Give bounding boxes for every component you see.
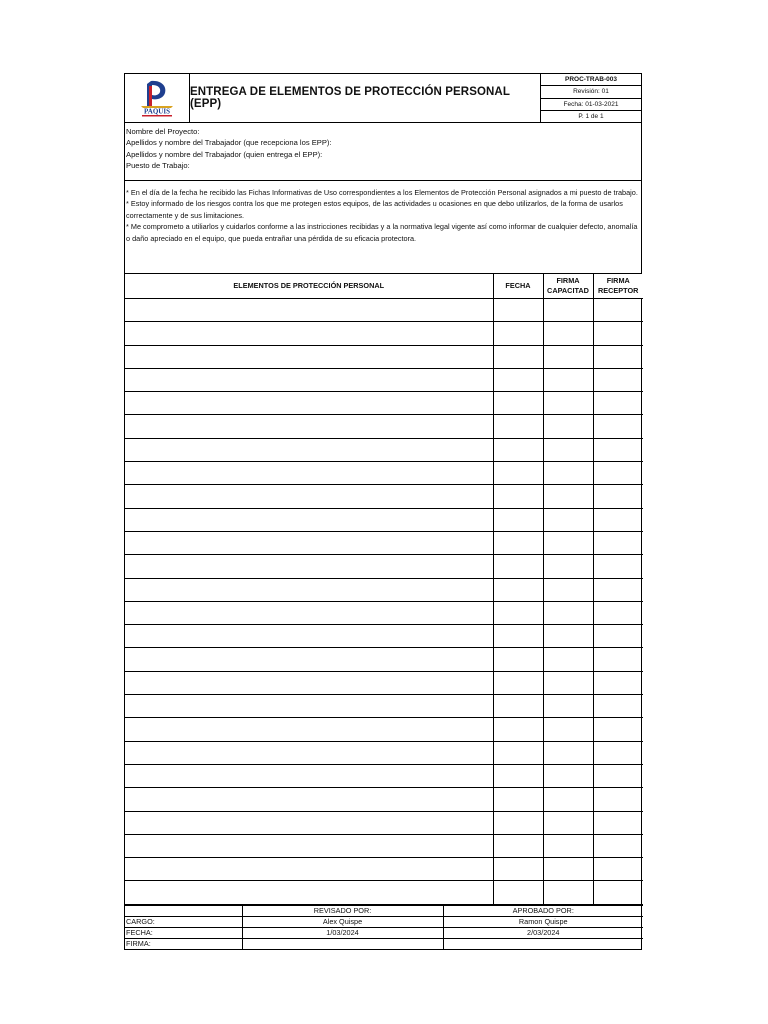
fecha-cell[interactable] [493, 648, 543, 671]
table-row [125, 881, 643, 904]
firma-capacitad-cell[interactable] [543, 881, 593, 904]
table-row [125, 345, 643, 368]
fecha-cell[interactable] [493, 299, 543, 322]
table-row [125, 741, 643, 764]
paquis-logo-icon [131, 78, 183, 118]
firma-receptor-cell[interactable] [593, 438, 643, 461]
column-header-firma-receptor: FIRMA RECEPTOR [593, 274, 643, 299]
firma-receptor-cell[interactable] [593, 811, 643, 834]
approved-by-label: APROBADO POR: [443, 905, 643, 916]
fecha-cell[interactable] [493, 555, 543, 578]
column-header-fecha: FECHA [493, 274, 543, 299]
firma-receptor-cell[interactable] [593, 741, 643, 764]
fecha-cell[interactable] [493, 322, 543, 345]
table-row [125, 834, 643, 857]
fecha-label: FECHA: [125, 927, 242, 938]
firma-capacitad-cell[interactable] [543, 671, 593, 694]
firma-capacitad-cell[interactable] [543, 345, 593, 368]
reviewer-name: Alex Quispe [242, 916, 443, 927]
firma-capacitad-cell[interactable] [543, 741, 593, 764]
element-cell[interactable] [125, 299, 493, 322]
firma-capacitad-cell[interactable] [543, 834, 593, 857]
firma-capacitad-cell[interactable] [543, 648, 593, 671]
table-row [125, 438, 643, 461]
firma-capacitad-cell[interactable] [543, 788, 593, 811]
approver-signature-cell[interactable] [443, 938, 643, 949]
firma-capacitad-cell[interactable] [543, 555, 593, 578]
note-3: * Me comprometo a utiliarlos y cuidarlos conforme a las instricciones recibidas y a la normativa legal vigente así como informar de cualquier defecto, anomalía o daño apreciado en el equipo, que pueda entrañar una pérdida de su eficacia protectora. [126, 222, 638, 243]
epp-table [125, 274, 643, 905]
table-row [125, 415, 643, 438]
firma-capacitad-cell[interactable] [543, 531, 593, 554]
fecha-cell[interactable] [493, 578, 543, 601]
logo-text: PAQUIS [144, 107, 170, 116]
table-row [125, 671, 643, 694]
element-cell[interactable] [125, 741, 493, 764]
epp-table-body [125, 299, 643, 905]
firma-capacitad-cell[interactable] [543, 601, 593, 624]
firma-capacitad-cell[interactable] [543, 718, 593, 741]
element-cell[interactable] [125, 531, 493, 554]
fecha-cell[interactable] [493, 695, 543, 718]
fecha-cell[interactable] [493, 718, 543, 741]
approval-footer [125, 905, 643, 949]
table-row [125, 811, 643, 834]
table-row [125, 392, 643, 415]
firma-receptor-cell[interactable] [593, 322, 643, 345]
firma-receptor-cell[interactable] [593, 648, 643, 671]
firma-receptor-cell[interactable] [593, 508, 643, 531]
table-row [125, 695, 643, 718]
firma-capacitad-cell[interactable] [543, 695, 593, 718]
element-cell[interactable] [125, 368, 493, 391]
fecha-cell[interactable] [493, 415, 543, 438]
element-cell[interactable] [125, 788, 493, 811]
firma-capacitad-cell[interactable] [543, 438, 593, 461]
firma-capacitad-cell[interactable] [543, 322, 593, 345]
fecha-cell[interactable] [493, 625, 543, 648]
receiving-worker-label: Apellidos y nombre del Trabajador (que recepciona los EPP): [126, 138, 332, 148]
approval-date: 2/03/2024 [443, 927, 643, 938]
firma-capacitad-cell[interactable] [543, 764, 593, 787]
table-row [125, 601, 643, 624]
element-cell[interactable] [125, 834, 493, 857]
firma-receptor-cell[interactable] [593, 625, 643, 648]
firma-receptor-cell[interactable] [593, 578, 643, 601]
firma-capacitad-cell[interactable] [543, 368, 593, 391]
declaration-notes [125, 181, 641, 274]
element-cell[interactable] [125, 322, 493, 345]
form-header [125, 74, 641, 123]
element-cell[interactable] [125, 718, 493, 741]
fecha-cell[interactable] [493, 438, 543, 461]
reviewed-by-label: REVISADO POR: [242, 905, 443, 916]
fecha-cell[interactable] [493, 881, 543, 904]
fecha-cell[interactable] [493, 788, 543, 811]
element-cell[interactable] [125, 695, 493, 718]
firma-receptor-cell[interactable] [593, 368, 643, 391]
document-revision: Revisión: 01 [541, 86, 641, 98]
firma-receptor-cell[interactable] [593, 485, 643, 508]
table-row [125, 625, 643, 648]
firma-receptor-cell[interactable] [593, 834, 643, 857]
element-cell[interactable] [125, 438, 493, 461]
firma-receptor-cell[interactable] [593, 695, 643, 718]
firma-receptor-cell[interactable] [593, 788, 643, 811]
element-cell[interactable] [125, 578, 493, 601]
firma-capacitad-cell[interactable] [543, 392, 593, 415]
firma-receptor-cell[interactable] [593, 555, 643, 578]
fecha-cell[interactable] [493, 531, 543, 554]
table-row [125, 531, 643, 554]
element-cell[interactable] [125, 392, 493, 415]
job-position-label: Puesto de Trabajo: [126, 161, 190, 171]
epp-table-header [125, 274, 643, 299]
table-row [125, 485, 643, 508]
firma-receptor-cell[interactable] [593, 858, 643, 881]
firma-receptor-cell[interactable] [593, 462, 643, 485]
project-name-label: Nombre del Proyecto: [126, 127, 200, 136]
firma-receptor-cell[interactable] [593, 881, 643, 904]
cargo-label: CARGO: [125, 916, 242, 927]
firma-receptor-cell[interactable] [593, 671, 643, 694]
fecha-cell[interactable] [493, 811, 543, 834]
firma-receptor-cell[interactable] [593, 718, 643, 741]
firma-receptor-cell[interactable] [593, 345, 643, 368]
fecha-cell[interactable] [493, 392, 543, 415]
table-row [125, 462, 643, 485]
table-row [125, 578, 643, 601]
form-title: ENTREGA DE ELEMENTOS DE PROTECCIÓN PERSONAL (EPP) [190, 74, 541, 122]
firma-receptor-cell[interactable] [593, 392, 643, 415]
fecha-cell[interactable] [493, 462, 543, 485]
company-logo [125, 74, 190, 122]
firma-capacitad-cell[interactable] [543, 485, 593, 508]
table-row [125, 858, 643, 881]
document-date: Fecha: 01-03-2021 [541, 99, 641, 111]
footer-blank-cell [125, 905, 242, 916]
reviewer-signature-cell[interactable] [242, 938, 443, 949]
firma-receptor-cell[interactable] [593, 764, 643, 787]
table-row [125, 648, 643, 671]
table-row [125, 299, 643, 322]
column-header-elementos: ELEMENTOS DE PROTECCIÓN PERSONAL [125, 274, 493, 299]
element-cell[interactable] [125, 625, 493, 648]
element-cell[interactable] [125, 462, 493, 485]
table-row [125, 718, 643, 741]
element-cell[interactable] [125, 648, 493, 671]
firma-capacitad-cell[interactable] [543, 811, 593, 834]
fecha-cell[interactable] [493, 345, 543, 368]
fecha-cell[interactable] [493, 858, 543, 881]
fecha-cell[interactable] [493, 508, 543, 531]
element-cell[interactable] [125, 601, 493, 624]
fecha-cell[interactable] [493, 485, 543, 508]
element-cell[interactable] [125, 508, 493, 531]
element-cell[interactable] [125, 858, 493, 881]
table-row [125, 508, 643, 531]
element-cell[interactable] [125, 555, 493, 578]
firma-capacitad-cell[interactable] [543, 299, 593, 322]
element-cell[interactable] [125, 345, 493, 368]
document-code: PROC-TRAB-003 [541, 74, 641, 86]
firma-label: FIRMA: [125, 938, 242, 949]
element-cell[interactable] [125, 671, 493, 694]
review-date: 1/03/2024 [242, 927, 443, 938]
approver-name: Ramon Quispe [443, 916, 643, 927]
fecha-cell[interactable] [493, 764, 543, 787]
element-cell[interactable] [125, 415, 493, 438]
firma-capacitad-cell[interactable] [543, 858, 593, 881]
firma-receptor-cell[interactable] [593, 531, 643, 554]
table-row [125, 764, 643, 787]
element-cell[interactable] [125, 881, 493, 904]
firma-receptor-cell[interactable] [593, 415, 643, 438]
document-meta [541, 74, 641, 122]
fecha-cell[interactable] [493, 834, 543, 857]
firma-capacitad-cell[interactable] [543, 462, 593, 485]
fecha-cell[interactable] [493, 601, 543, 624]
firma-capacitad-cell[interactable] [543, 508, 593, 531]
fecha-cell[interactable] [493, 671, 543, 694]
element-cell[interactable] [125, 811, 493, 834]
document-page: P. 1 de 1 [578, 112, 604, 120]
table-row [125, 788, 643, 811]
element-cell[interactable] [125, 764, 493, 787]
table-row [125, 368, 643, 391]
table-row [125, 322, 643, 345]
delivering-worker-label: Apellidos y nombre del Trabajador (quien entrega el EPP): [126, 149, 323, 159]
firma-receptor-cell[interactable] [593, 601, 643, 624]
fecha-cell[interactable] [493, 741, 543, 764]
column-header-firma-capacitad: FIRMA CAPACITAD [543, 274, 593, 299]
note-1: * En el día de la fecha he recibido las Fichas Informativas de Uso correspondientes a los Elementos de Protección Personal asignados a mi puesto de trabajo. [126, 188, 638, 197]
fecha-cell[interactable] [493, 368, 543, 391]
element-cell[interactable] [125, 485, 493, 508]
table-row [125, 555, 643, 578]
firma-capacitad-cell[interactable] [543, 578, 593, 601]
note-2: * Estoy informado de los riesgos contra los que me protegen estos equipos, de las actividades u ocasiones en que debo utilizarlos, de la forma de usarlos correctamente y de sus limitaciones. [126, 199, 623, 220]
firma-capacitad-cell[interactable] [543, 625, 593, 648]
worker-info-section [125, 123, 641, 181]
firma-receptor-cell[interactable] [593, 299, 643, 322]
firma-capacitad-cell[interactable] [543, 415, 593, 438]
epp-delivery-form [124, 73, 642, 950]
